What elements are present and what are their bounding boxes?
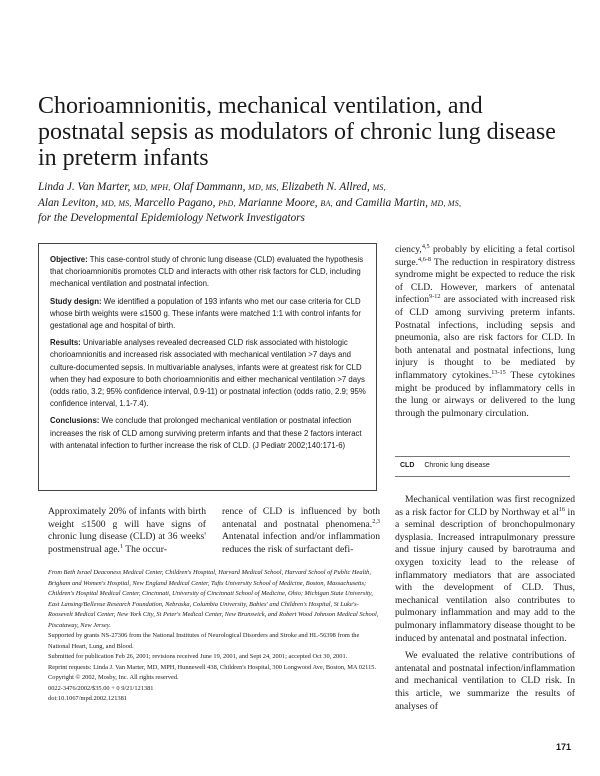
author-list <box>38 180 578 227</box>
footnote-institutions: From Beth Israel Deaconess Medical Center, Children's Hospital, Harvard Medical School, Harvard School of Public Health, Brigham and Women's Hospital, New England Medical Center, Tufts University School of Medicine, Boston, Massachusetts; Children's Hospital Medical Center, Cincinnati, University of Cincinnati School of Medicine, Ohio; Michigan State University, East Lansing/Bellevue Research Foundation, Nebraska, Columbia University, Babies' and Children's Hospital, St Luke's-Roosevelt Medical Center, New York City, St Peter's Medical Center, New Brunswick, and Robert Wood Johnson Medical School, Piscataway, New Jersey. <box>48 569 379 629</box>
author-name: Linda J. Van Marter, <box>38 181 131 193</box>
abbreviation-definition: Chronic lung disease <box>424 462 490 469</box>
abbreviation: CLD <box>400 462 415 469</box>
footnote-issn: 0022-3476/2002/$35.00 + 0 9/21/121381 <box>48 684 154 692</box>
author-name: Marcello Pagano, <box>134 196 216 209</box>
abstract-objective <box>50 254 366 291</box>
footnote-reprint: Reprint requests: Linda J. Van Marter, MD, MPH, Hunnewell 438, Children's Hospital, 300 Longwood Ave, Boston, MA 02115. <box>48 663 377 671</box>
footnote-submitted: Submitted for publication Feb 26, 2001; revisions received June 19, 2001, and Sept 24, 2001; accepted Oct 30, 2001. <box>48 653 348 660</box>
body-paragraph: We evaluated the relative contributions of antenatal and postnatal infection/inflammation and mechanical ventilation to CLD risk. In this article, we summarize the results of analyses of <box>395 650 575 712</box>
author-degree: PhD, <box>218 198 236 208</box>
body-paragraph: ciency,$^{4,5}$ probably by eliciting a fetal cortisol surge.$^{4,6-8}$ The reduction in respiratory distress syndrome might be expected to reduce the risk of CLD. However, markers of antenatal infection$^{9-12}$ are associated with increased risk of CLD among surviving preterm infants. Postnatal infections, including sepsis and pneumonia, also are risk factors for CLD. In both antenatal and postnatal infections, lung injury is thought to be mediated by inflammatory cytokines.$^{13-15}$ These cytokines might be produced by inflammatory cells in the lung or airways or delivered to the lung through the pulmonary circulation. <box>395 242 575 419</box>
author-line-3: for the Developmental Epidemiology Network Investigators <box>38 212 305 224</box>
abstract-design <box>50 296 366 333</box>
abstract-label: Study design: <box>50 296 102 306</box>
body-paragraph: Approximately 20% of infants with birth weight ≤1500 g will have signs of chronic lung disease (CLD) at 36 weeks' postmenstrual age.$^1$ The occur- <box>48 506 206 555</box>
footnote-doi: doi:10.1067/mpd.2002.121381 <box>48 695 127 702</box>
author-degree: MD, MS, <box>248 183 279 192</box>
author-name: Marianne Moore, <box>238 196 318 209</box>
keyword-rule-bottom <box>395 476 570 477</box>
abstract-text: We conclude that prolonged mechanical ventilation or postnatal infection increases the risk of CLD among surviving preterm infants and that these 2 factors interact with antenatal infection to further increase the risk of CLD. (J Pediatr 2002;140:171-6) <box>50 416 362 450</box>
author-name: and Camilia Martin, <box>335 196 428 209</box>
keyword-rule-top <box>395 456 570 457</box>
footnotes <box>48 568 380 705</box>
body-paragraph: Mechanical ventilation was first recognized as a risk factor for CLD by Northway et $al^{16}$ in a seminal description of bronchopulmonary dysplasia. Increased intrapulmonary pressure and tissue injury caused by barotrauma and oxygen toxicity lead to the release of inflammatory mediators that are associated with the development of CLD. Thus, mechanical ventilation also contributes to pulmonary inflammation and may add to the pulmonary inflammatory disease thought to be induced by antenatal and postnatal infection. <box>395 494 575 644</box>
body-column-3-bottom <box>395 494 575 713</box>
abstract-text: Univariable analyses revealed decreased CLD risk associated with histologic chorioamnionitis and increased risk associated with mechanical ventilation >7 days and culture-documented sepsis. In multivariable analyses, infants were at greatest risk for CLD when they had exposure to both chorioamnionitis and either mechanical ventilation >7 days (odds ratio, 3.2; 95% confidence interval, 0.9-11) or postnatal infection (odds ratio, 2.9; 95% confidence interval, 1.1-7.4). <box>50 338 366 409</box>
author-degree: BA, <box>320 198 333 208</box>
page-number: 171 <box>556 742 572 752</box>
author-degree: MS, <box>372 183 386 192</box>
abstract-box <box>38 243 377 491</box>
body-paragraph: rence of CLD is influenced by both antenatal and postnatal phenomena.$^{2,3}$ Antenatal infection and/or inflammation reduces the risk of surfactant defi- <box>222 506 380 555</box>
article-title: Chorioamnionitis, mechanical ventilation, and postnatal sepsis as modulators of chronic lung disease in preterm infants <box>38 93 556 171</box>
footnote-copyright: Copyright © 2002, Mosby, Inc. All rights reserved. <box>48 674 179 681</box>
author-degree: MD, MPH, <box>133 183 171 192</box>
abstract-results <box>50 337 366 410</box>
abstract-text: This case-control study of chronic lung disease (CLD) evaluated the hypothesis that chorioamnionitis promotes CLD and interacts with other risk factors for CLD, including mechanical ventilation and postnatal infection. <box>50 255 364 289</box>
author-degree: MD, MS, <box>101 198 132 208</box>
body-column-2 <box>222 506 380 556</box>
abstract-label: Results: <box>50 338 81 348</box>
footnote-support: Supported by grants NS-27306 from the National Institutes of Neurological Disorders and Stroke and HL-56398 from the National Heart, Lung, and Blood. <box>48 632 360 650</box>
author-name: Elizabeth N. Allred, <box>281 181 370 193</box>
author-degree: MD, MS, <box>430 198 462 208</box>
abstract-text: We identified a population of 193 infants who met our case criteria for CLD whose birth weights were ≤1500 g. These infants were matched 1:1 with control infants for gestational age and hospital of birth. <box>50 296 361 331</box>
body-column-3-top <box>395 244 575 420</box>
author-name: Alan Leviton, <box>38 196 99 209</box>
abstract-conclusions <box>50 415 366 452</box>
body-column-1 <box>48 506 206 556</box>
author-name: Olaf Dammann, <box>173 181 246 193</box>
author-line-2 <box>38 196 578 212</box>
abstract-label: Conclusions: <box>50 416 100 426</box>
abstract-label: Objective: <box>50 255 88 264</box>
abbreviation-box <box>400 462 490 469</box>
author-line-1 <box>38 180 578 196</box>
